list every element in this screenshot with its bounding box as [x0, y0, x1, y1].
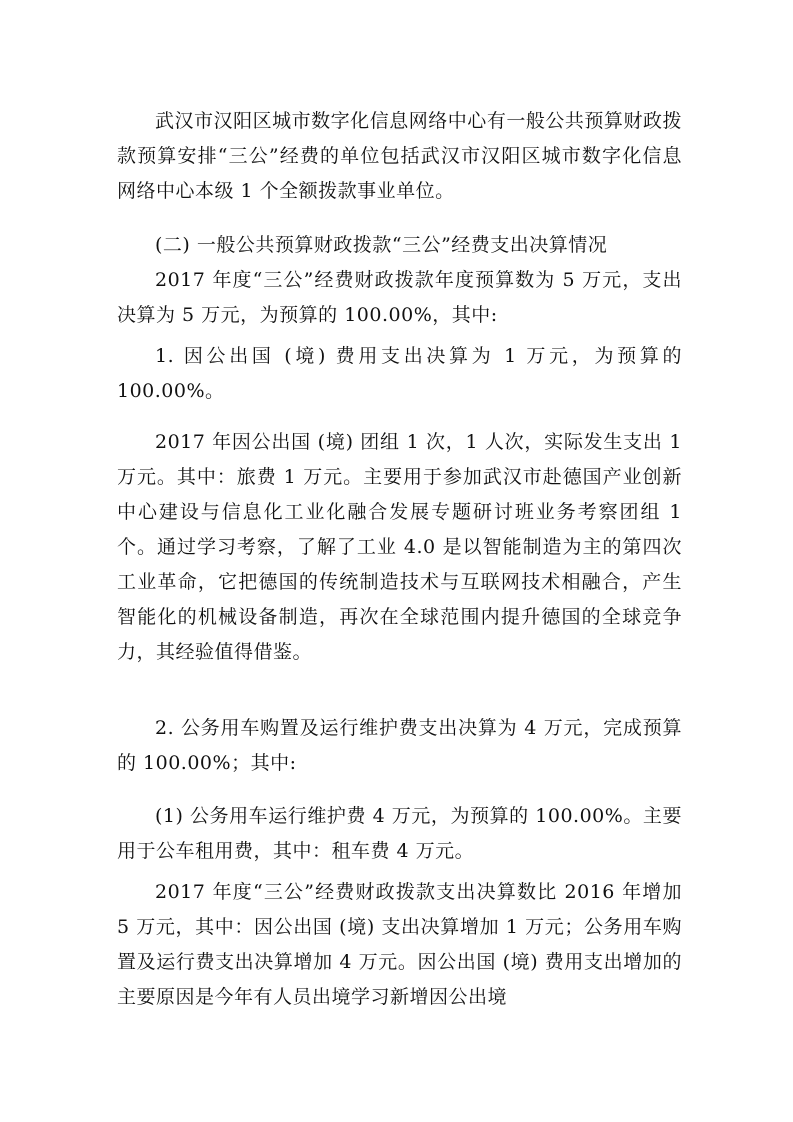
paragraph-vehicle-expense: 2. 公务用车购置及运行维护费支出决算为 4 万元，完成预算的 100.00%；其中:	[117, 717, 682, 774]
paragraph-year-comparison: 2017 年度“三公”经费财政拨款支出决算数比 2016 年增加 5 万元，其中：因公出国 (境) 支出决算增加 1 万元；公务用车购置及运行费支出决算增加 4 万元。因公出国 (境) 费用支出增加的主要原因是今年有人员出境学习新增因公出境	[117, 881, 682, 1008]
paragraph-overseas-detail: 2017 年因公出国 (境) 团组 1 次，1 人次，实际发生支出 1 万元。其中：旅费 1 万元。主要用于参加武汉市赴德国产业创新中心建设与信息化工业化融合发展专题研讨班业务考察团组 1 个。通过学习考察，了解了工业 4.0 是以智能制造为主的第四次工业革命，它把德国的传统制造技术与互联网技术相融合，产生智能化的机械设备制造，再次在全球范围内提升德国的全球竞争力，其经验值得借鉴。	[117, 431, 682, 663]
paragraph-overseas-expense: 1. 因公出国 (境) 费用支出决算为 1 万元，为预算的 100.00%。	[117, 345, 682, 402]
paragraph-vehicle-maintenance: (1) 公务用车运行维护费 4 万元，为预算的 100.00%。主要用于公车租用费，其中：租车费 4 万元。	[117, 805, 682, 862]
paragraph-unit-scope: 武汉市汉阳区城市数字化信息网络中心有一般公共预算财政拨款预算安排“三公”经费的单位包括武汉市汉阳区城市数字化信息网络中心本级 1 个全额拨款事业单位。	[117, 110, 682, 202]
paragraph-budget-summary: 2017 年度“三公”经费财政拨款年度预算数为 5 万元，支出决算为 5 万元，为预算的 100.00%，其中:	[117, 269, 682, 326]
section-heading: (二) 一般公共预算财政拨款“三公”经费支出决算情况	[155, 234, 608, 256]
